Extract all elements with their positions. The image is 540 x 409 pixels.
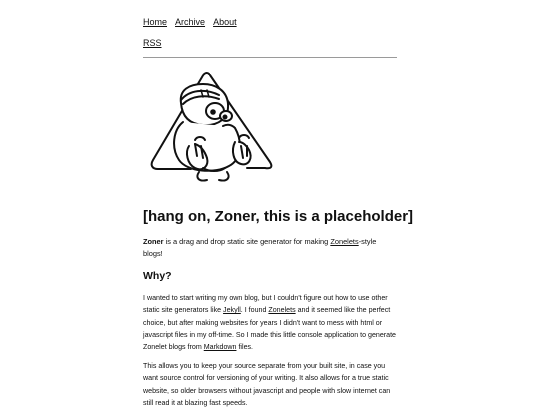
why-p1-text-2: . I found (240, 306, 269, 315)
why-paragraph-2: This allows you to keep your source separate from your built site, in case you want source control for versioning of your writing. It also allows for a true static website, so older browsers without javascript and people with slow internet can still read it at blazing fast speeds. (143, 362, 391, 407)
intro-text-2: -style blogs! (143, 237, 377, 258)
zoner-mascot-icon (143, 68, 287, 196)
page-title: [hang on, Zoner, this is a placeholder] (143, 208, 414, 225)
nav-home-link[interactable]: Home (143, 17, 168, 27)
zonelets-link[interactable]: Zonelets (330, 237, 359, 246)
jekyll-link[interactable]: Jekyll (223, 306, 241, 315)
why-p1-text-4: files. (236, 343, 254, 352)
nav-about-link[interactable]: About (213, 17, 237, 27)
rss-link[interactable]: RSS (143, 38, 162, 48)
brand-name: Zoner (143, 237, 164, 246)
zonelets-link-2[interactable]: Zonelets (268, 306, 296, 315)
markdown-link[interactable]: Markdown (203, 343, 237, 352)
rss-row (143, 38, 162, 49)
intro-text-1: is a drag and drop static site generator for making (163, 237, 331, 246)
nav-archive-link[interactable]: Archive (175, 17, 206, 27)
why-heading: Why? (143, 270, 172, 282)
top-nav (143, 17, 243, 28)
why-p1-text-3: and it seemed like the perfect choice, but after making websites for years I didn't want to mess with html or javascript files in my off-time. So I made this little console application to generate Zonelet blogs from (143, 306, 397, 352)
header-divider (143, 57, 397, 58)
intro-paragraph (143, 236, 397, 260)
why-p1-text-1: I wanted to start writing my own blog, but I couldn't figure out how to use other static site generators like (143, 294, 388, 315)
why-paragraph-1 (143, 292, 397, 353)
